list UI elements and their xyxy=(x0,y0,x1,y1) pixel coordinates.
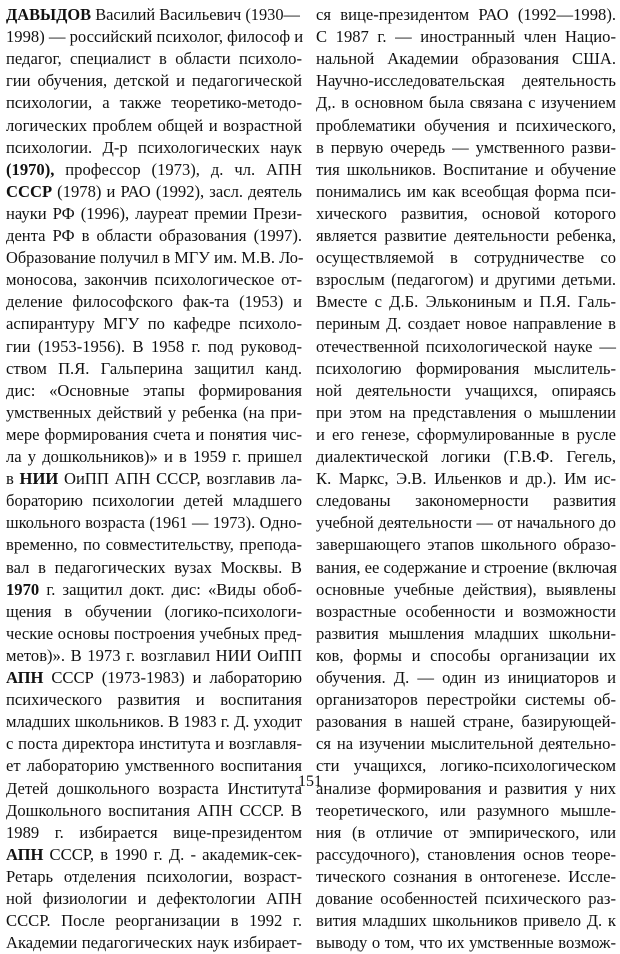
text-run: взрослым (педагогом) и другими детьми. xyxy=(316,270,616,290)
text-run: ся на изучении мыслительной деятельно- xyxy=(316,734,616,754)
left-line xyxy=(6,446,302,468)
right-line xyxy=(316,468,616,490)
right-line xyxy=(316,313,616,335)
left-line xyxy=(6,424,302,446)
left-line xyxy=(6,667,302,689)
right-line xyxy=(316,4,616,26)
left-line xyxy=(6,115,302,137)
right-line xyxy=(316,247,616,269)
text-run: педагог, специалист в области психоло- xyxy=(6,49,302,69)
text-run: Детей дошкольного возраста Института xyxy=(6,778,302,798)
text-run: Ретарь отделения психологии, возраст- xyxy=(6,866,302,886)
text-run: Дошкольного воспитания АПН СССР. В xyxy=(6,800,302,820)
right-line xyxy=(316,733,616,755)
right-line xyxy=(316,225,616,247)
text-run: ной физиологии и дефектологии АПН xyxy=(6,889,302,908)
left-line xyxy=(6,689,302,711)
text-run: гии (1953-1956). В 1958 г. под руковод- xyxy=(6,336,302,356)
bold-term: АПН xyxy=(6,844,44,864)
text-run: нальной Академии образования США. xyxy=(316,49,616,69)
right-line xyxy=(316,70,616,92)
left-line xyxy=(6,623,302,645)
right-line xyxy=(316,910,616,932)
left-line xyxy=(6,512,302,534)
right-line xyxy=(316,844,616,866)
text-run: СССР (1973-1983) и лабораторию xyxy=(43,668,302,687)
text-run: Д,. в основном была связана с изучением xyxy=(316,93,616,113)
left-line xyxy=(6,711,302,733)
text-run: рассудочного), становления основ теоре- xyxy=(316,844,616,864)
bold-term: НИИ xyxy=(19,469,59,489)
left-line xyxy=(6,247,302,269)
text-run: вал в педагогических вузах Москвы. В xyxy=(6,557,302,577)
text-run: Василий Васильевич (1930— xyxy=(91,5,300,24)
text-run: тического сознания в онтогенезе. Иссле- xyxy=(316,866,616,886)
left-line xyxy=(6,26,302,48)
right-line xyxy=(316,623,616,645)
text-run: С 1987 г. — иностранный член Нацио- xyxy=(316,27,616,47)
text-run: и его генезе, сформулированные в русле xyxy=(316,424,616,444)
left-line xyxy=(6,203,302,225)
left-line xyxy=(6,645,302,667)
left-line xyxy=(6,844,302,866)
left-line xyxy=(6,137,302,159)
text-run: следованы закономерности развития xyxy=(316,491,616,511)
right-line xyxy=(316,557,616,579)
text-run: тия школьников. Воспитание и обучение xyxy=(316,159,616,179)
right-line xyxy=(316,92,616,114)
left-line xyxy=(6,269,302,291)
left-line xyxy=(6,159,302,181)
text-run: осуществляемой в сотрудничестве со xyxy=(316,248,616,268)
text-run: развития мышления младших школьни- xyxy=(316,623,616,643)
left-line xyxy=(6,490,302,512)
text-run: Академии педагогических наук избирает- xyxy=(6,933,302,953)
text-run: возрастные особенности и возможности xyxy=(316,601,616,621)
text-run: моносова, закончив психологическое от- xyxy=(6,270,302,290)
text-run: ческие основы построения учебных пред- xyxy=(6,623,302,643)
text-run: ся вице-президентом РАО (1992—1998). xyxy=(316,5,616,24)
left-line xyxy=(6,468,302,490)
text-run: деление философского фак-та (1953) и xyxy=(6,292,302,312)
right-line xyxy=(316,866,616,888)
text-run: дента РФ в области образования (1997). xyxy=(6,226,302,245)
text-run: СССР, в 1990 г. Д. - академик-сек- xyxy=(43,844,302,864)
left-line xyxy=(6,48,302,70)
right-line xyxy=(316,888,616,910)
text-run: отечественной психологической науке — xyxy=(316,336,616,356)
left-line xyxy=(6,733,302,755)
text-run: г. защитил докт. дис: «Виды обоб- xyxy=(39,579,302,599)
left-line xyxy=(6,800,302,822)
right-line xyxy=(316,380,616,402)
text-run: СССР. После реорганизации в 1992 г. xyxy=(6,911,302,931)
text-run: сти учащихся, логико-психологическом xyxy=(316,756,616,776)
text-run: ством П.Я. Гальперина защитил канд. xyxy=(6,358,302,378)
text-run: ОиПП АПН СССР, возглавив ла- xyxy=(58,469,303,489)
left-line xyxy=(6,92,302,114)
right-line xyxy=(316,534,616,556)
text-run: проблематики обучения и психического, xyxy=(316,115,616,135)
left-line xyxy=(6,579,302,601)
text-run: в первую очередь — умственного разви- xyxy=(316,137,616,157)
right-line xyxy=(316,512,616,534)
right-line xyxy=(316,336,616,358)
text-run: хического развития, основой которого xyxy=(316,203,616,223)
text-run: выводу о том, что их умственные возмож- xyxy=(316,933,616,953)
text-run: метов)». В 1973 г. возглавил НИИ ОиПП xyxy=(6,645,302,665)
right-line xyxy=(316,711,616,733)
left-line xyxy=(6,932,302,954)
right-line xyxy=(316,159,616,181)
right-line xyxy=(316,115,616,137)
left-line xyxy=(6,888,302,910)
text-run: вития младших школьников привело Д. к xyxy=(316,911,616,931)
text-run: при этом на представления о мышлении xyxy=(316,402,616,422)
left-line xyxy=(6,557,302,579)
left-line xyxy=(6,336,302,358)
text-run: завершающего этапов школьного образо- xyxy=(316,535,616,555)
text-run: психологии. Д-р психологических наук xyxy=(6,137,302,157)
right-line xyxy=(316,490,616,512)
right-line xyxy=(316,48,616,70)
right-line xyxy=(316,689,616,711)
left-line xyxy=(6,402,302,424)
right-line xyxy=(316,424,616,446)
text-run: психологию формирования мыслитель- xyxy=(316,358,616,378)
left-line xyxy=(6,313,302,335)
text-run: 1989 г. избирается вице-президентом xyxy=(6,822,302,842)
text-run: профессор (1973), д. чл. АПН xyxy=(54,159,302,179)
left-line xyxy=(6,181,302,203)
bold-term: СССР xyxy=(6,181,53,201)
text-run: ла у дошкольников)» и в 1959 г. пришел xyxy=(6,447,302,466)
text-run: организаторов перестройки системы об- xyxy=(316,690,616,710)
text-run: ния (в отличие от эмпирического, или xyxy=(316,822,616,842)
bold-term: ДАВЫДОВ xyxy=(6,5,92,24)
text-run: с поста директора института и возглавля- xyxy=(6,734,302,754)
text-run: анализе формирования и развития у них xyxy=(316,778,616,798)
text-run: школьного возраста (1961 — 1973). Одно- xyxy=(6,513,302,533)
right-line xyxy=(316,446,616,468)
text-run: аспирантуру МГУ по кафедре психоло- xyxy=(6,314,302,334)
text-run: бораторию психологии детей младшего xyxy=(6,491,302,511)
right-line xyxy=(316,137,616,159)
text-run: Научно-исследовательская деятельность xyxy=(316,71,616,91)
text-run: младших школьников. В 1983 г. Д. уходит xyxy=(6,712,302,732)
text-run: (1978) и РАО (1992), засл. деятель xyxy=(52,181,302,201)
left-line xyxy=(6,601,302,623)
text-run: 1998) — российский психолог, философ и xyxy=(6,27,304,47)
text-run: ной деятельности учащихся, опираясь xyxy=(316,380,616,400)
right-line xyxy=(316,269,616,291)
text-run: является развитие деятельности ребенка, xyxy=(316,226,616,245)
text-run: основные учебные действия), выявлены xyxy=(316,579,616,599)
right-line xyxy=(316,932,616,954)
left-line xyxy=(6,70,302,92)
text-run: обучения. Д. — один из инициаторов и xyxy=(316,668,616,687)
page-number: 151 xyxy=(298,773,322,790)
left-line xyxy=(6,291,302,313)
text-run: разования в нашей стране, базирующей- xyxy=(316,712,616,732)
left-line xyxy=(6,822,302,844)
right-line xyxy=(316,402,616,424)
right-line xyxy=(316,800,616,822)
text-run: щения в обучении (логико-психологи- xyxy=(6,601,302,621)
text-run: периным Д. создает новое направление в xyxy=(316,314,616,334)
text-run: временно, по совместительству, препода- xyxy=(6,535,302,555)
left-line xyxy=(6,534,302,556)
right-line xyxy=(316,645,616,667)
text-run: Вместе с Д.Б. Элькониным и П.Я. Галь- xyxy=(316,292,616,312)
right-line xyxy=(316,822,616,844)
right-line xyxy=(316,579,616,601)
text-run: ет лабораторию умственного воспитания xyxy=(6,756,302,776)
text-run: теоретического, или разумного мышле- xyxy=(316,800,616,820)
left-line xyxy=(6,4,302,26)
right-line xyxy=(316,601,616,623)
text-run: психологии, а также теоретико-методо- xyxy=(6,93,302,113)
text-run: Образование получил в МГУ им. М.В. Ло- xyxy=(6,248,304,268)
left-line xyxy=(6,358,302,380)
right-line xyxy=(316,667,616,689)
text-run: умственных действий у ребенка (на при- xyxy=(6,402,302,422)
text-run: диалектической логики (Г.В.Ф. Гегель, xyxy=(316,447,616,466)
text-run: дис: «Основные этапы формирования xyxy=(6,380,302,400)
right-line xyxy=(316,203,616,225)
text-run: логических проблем общей и возрастной xyxy=(6,115,302,135)
bold-term: АПН xyxy=(6,668,44,687)
left-line xyxy=(6,225,302,247)
left-line xyxy=(6,380,302,402)
left-line xyxy=(6,910,302,932)
right-line xyxy=(316,181,616,203)
bold-term: 1970 xyxy=(6,579,40,599)
text-run: ков, формы и способы организации их xyxy=(316,645,616,665)
text-run: К. Маркс, Э.В. Ильенков и др.). Им ис- xyxy=(316,469,616,489)
text-run: вания, ее содержание и строение (включая xyxy=(316,557,618,577)
text-run: в xyxy=(6,469,20,489)
bold-term: (1970), xyxy=(6,159,55,179)
text-run: понимались им как всеобщая форма пси- xyxy=(316,181,616,201)
text-run: учебной деятельности — от начального до xyxy=(316,513,616,533)
text-run: психического развития и воспитания xyxy=(6,690,302,710)
text-run: науки РФ (1996), лауреат премии Прези- xyxy=(6,203,302,223)
text-run: гии обучения, детской и педагогической xyxy=(6,71,302,91)
text-run: дование особенностей психического раз- xyxy=(316,889,616,908)
text-run: мере формирования счета и понятия чис- xyxy=(6,424,302,444)
right-line xyxy=(316,358,616,380)
right-line xyxy=(316,26,616,48)
right-line xyxy=(316,291,616,313)
left-line xyxy=(6,866,302,888)
